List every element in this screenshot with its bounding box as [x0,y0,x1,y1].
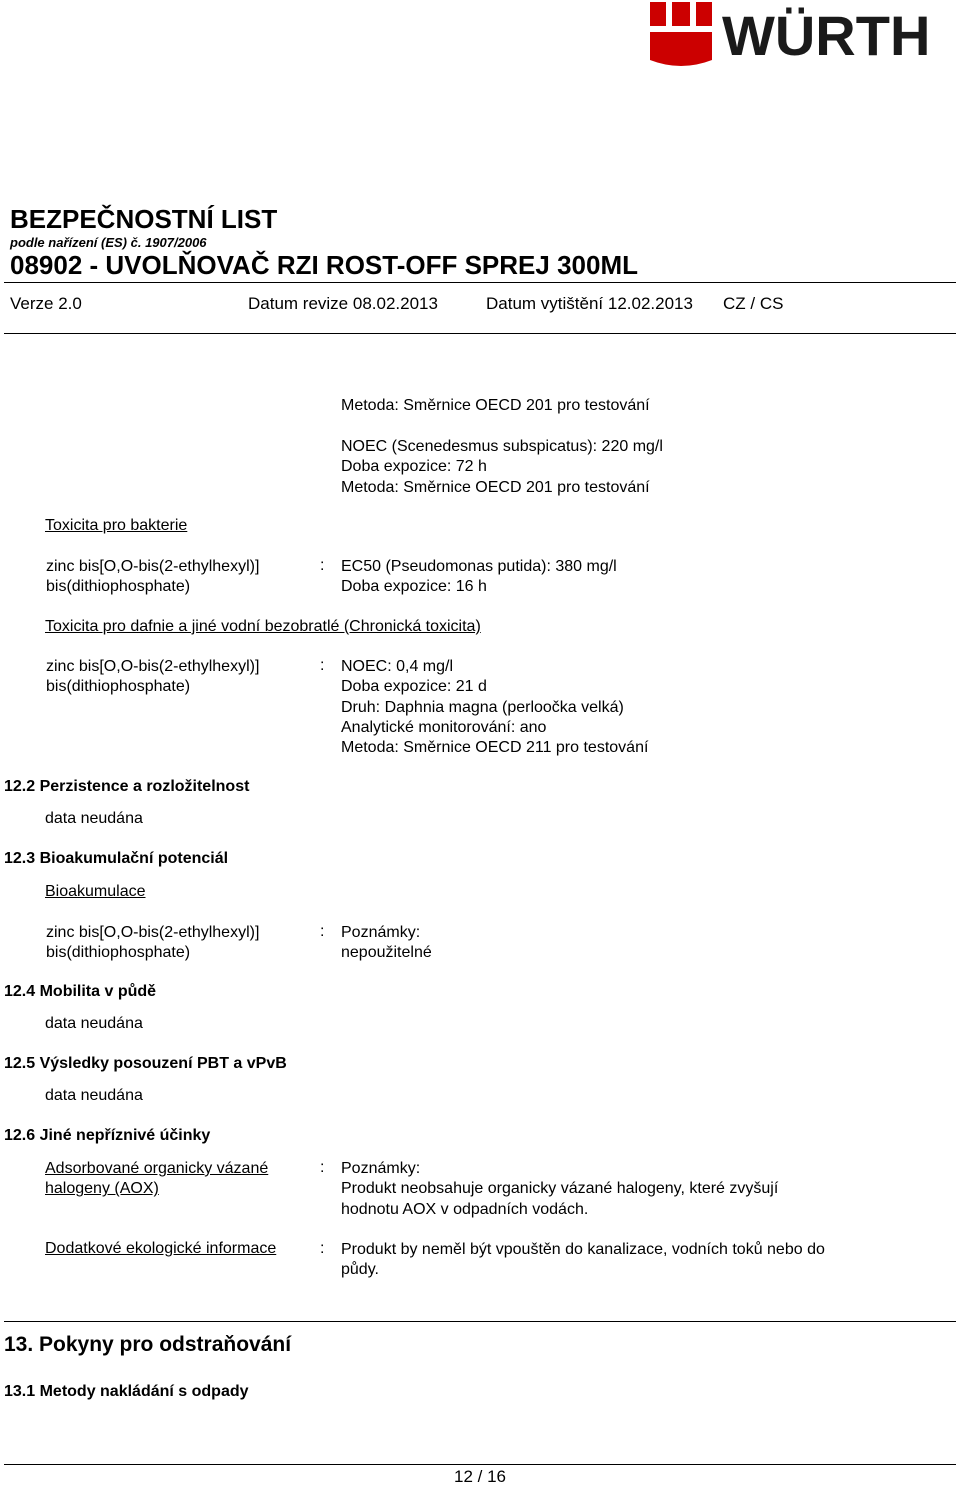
locale-label: CZ / CS [723,294,784,313]
substance-name: zinc bis[O,O-bis(2-ethylhexyl)] bis(dithiophosphate) [46,658,260,696]
daphnia-values: NOEC: 0,4 mg/l Doba expozice: 21 d Druh: Daphnia magna (perloočka velká) Analytické monitorování: ano Metoda: Směrnice OECD 211 pro testování [341,658,649,757]
bacteria-values: EC50 (Pseudomonas putida): 380 mg/l Doba expozice: 16 h [341,558,617,596]
section-12-2-text: data neudána [45,810,143,827]
regulation-subtitle: podle nařízení (ES) č. 1907/2006 [10,235,207,250]
exposure-time: Doba expozice: 72 h [341,458,487,476]
document-title: BEZPEČNOSTNÍ LIST [10,204,278,234]
page-number: 12 / 16 [454,1467,506,1486]
svg-text:WÜRTH: WÜRTH [722,4,931,67]
wurth-emblem-icon [650,2,712,66]
separator-colon: : [320,923,325,940]
algae-noec-block [341,437,663,498]
substance-name: zinc bis[O,O-bis(2-ethylhexyl)] bis(dithiophosphate) [46,558,260,596]
wurth-logo [646,0,958,70]
product-name: 08902 - UVOLŇOVAČ RZI ROST-OFF SPREJ 300ML [10,250,638,280]
substance-name: zinc bis[O,O-bis(2-ethylhexyl)] bis(dithiophosphate) [46,924,260,962]
header-rule-top [4,282,956,283]
separator-colon: : [320,1159,325,1176]
separator-colon: : [320,557,325,574]
eco-info-values: Produkt by neměl být vpouštěn do kanalizace, vodních toků nebo do půdy. [341,1241,825,1279]
section-13-rule [4,1321,956,1322]
section-12-6-title: 12.6 Jiné nepříznivé účinky [4,1127,211,1144]
section-12-5-title: 12.5 Výsledky posouzení PBT a vPvB [4,1055,287,1072]
section-13-title: 13. Pokyny pro odstraňování [4,1333,292,1356]
eco-info-label: Dodatkové ekologické informace [45,1240,277,1257]
section-12-3-title: 12.3 Bioakumulační potenciál [4,850,229,867]
section-12-2-title: 12.2 Perzistence a rozložitelnost [4,778,250,795]
revision-date: Datum revize 08.02.2013 [248,294,438,313]
bacteria-toxicity-heading: Toxicita pro bakterie [45,517,188,534]
aox-values: Poznámky: Produkt neobsahuje organicky vázané halogeny, které zvyšují hodnotu AOX v odpadních vodách. [341,1160,779,1218]
separator-colon: : [320,657,325,674]
section-12-4-text: data neudána [45,1015,143,1032]
method-line: Metoda: Směrnice OECD 201 pro testování [341,397,650,414]
footer-rule [4,1464,956,1465]
section-13-1-title: 13.1 Metody nakládání s odpady [4,1383,249,1400]
section-12-4-title: 12.4 Mobilita v půdě [4,983,157,1000]
print-date: Datum vytištění 12.02.2013 [486,294,693,313]
noec-value: NOEC (Scenedesmus subspicatus): 220 mg/l [341,438,663,455]
separator-colon: : [320,1240,325,1257]
version-label: Verze 2.0 [10,294,82,313]
bioaccumulation-values: Poznámky: nepoužitelné [341,924,432,962]
method-line: Metoda: Směrnice OECD 201 pro testování [341,478,650,496]
aox-label: Adsorbované organicky vázané halogeny (AOX) [45,1160,269,1198]
section-12-5-text: data neudána [45,1087,143,1104]
header-rule-bottom [4,333,956,334]
bioaccumulation-heading: Bioakumulace [45,883,146,900]
daphnia-toxicity-heading: Toxicita pro dafnie a jiné vodní bezobratlé (Chronická toxicita) [45,618,481,635]
